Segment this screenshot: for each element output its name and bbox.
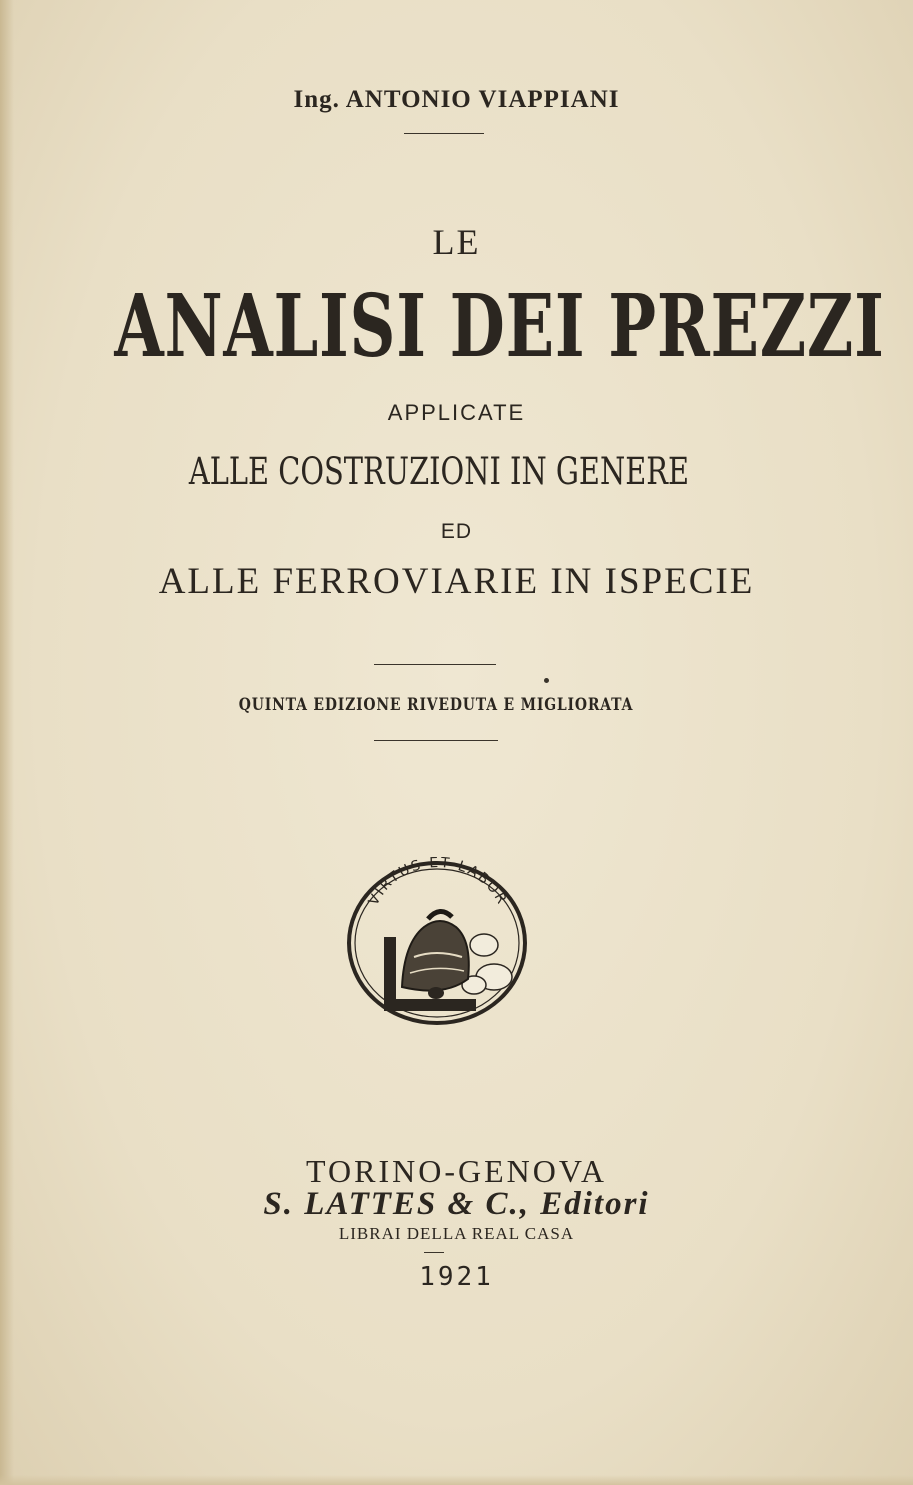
subtitle-line-2: ALLE FERROVIARIE IN ISPECIE bbox=[158, 561, 755, 602]
subtitle-conjunction: ED bbox=[440, 520, 473, 543]
emblem-motto: VIRTUS ET LABOR bbox=[365, 857, 511, 909]
subtitle-applicate: APPLICATE bbox=[387, 400, 526, 425]
author-prefix: Ing. bbox=[293, 86, 340, 113]
divider-rule bbox=[374, 664, 496, 665]
author-name: ANTONIO VIAPPIANI bbox=[345, 86, 620, 113]
svg-text:VIRTUS ET LABOR bbox=[366, 857, 511, 908]
author-line bbox=[0, 86, 913, 114]
bell-emblem-icon bbox=[344, 857, 530, 1027]
divider-rule bbox=[404, 133, 484, 134]
ink-dot bbox=[544, 678, 549, 683]
imprint-year: 1921 bbox=[419, 1262, 494, 1292]
imprint-city: TORINO-GENOVA bbox=[306, 1153, 607, 1189]
edition-statement: QUINTA EDIZIONE RIVEDUTA E MIGLIORATA bbox=[238, 695, 634, 715]
book-title: ANALISI DEI PREZZI bbox=[114, 276, 885, 377]
divider-rule bbox=[374, 740, 498, 741]
imprint-subtitle: LIBRAI DELLA REAL CASA bbox=[338, 1224, 575, 1243]
subtitle-line-1: ALLE COSTRUZIONI IN GENERE bbox=[188, 450, 690, 493]
page-bottom-shadow bbox=[0, 1475, 913, 1485]
title-article: LE bbox=[432, 222, 481, 262]
divider-rule bbox=[424, 1252, 444, 1253]
imprint-publisher: S. LATTES & C., Editori bbox=[263, 1186, 650, 1222]
